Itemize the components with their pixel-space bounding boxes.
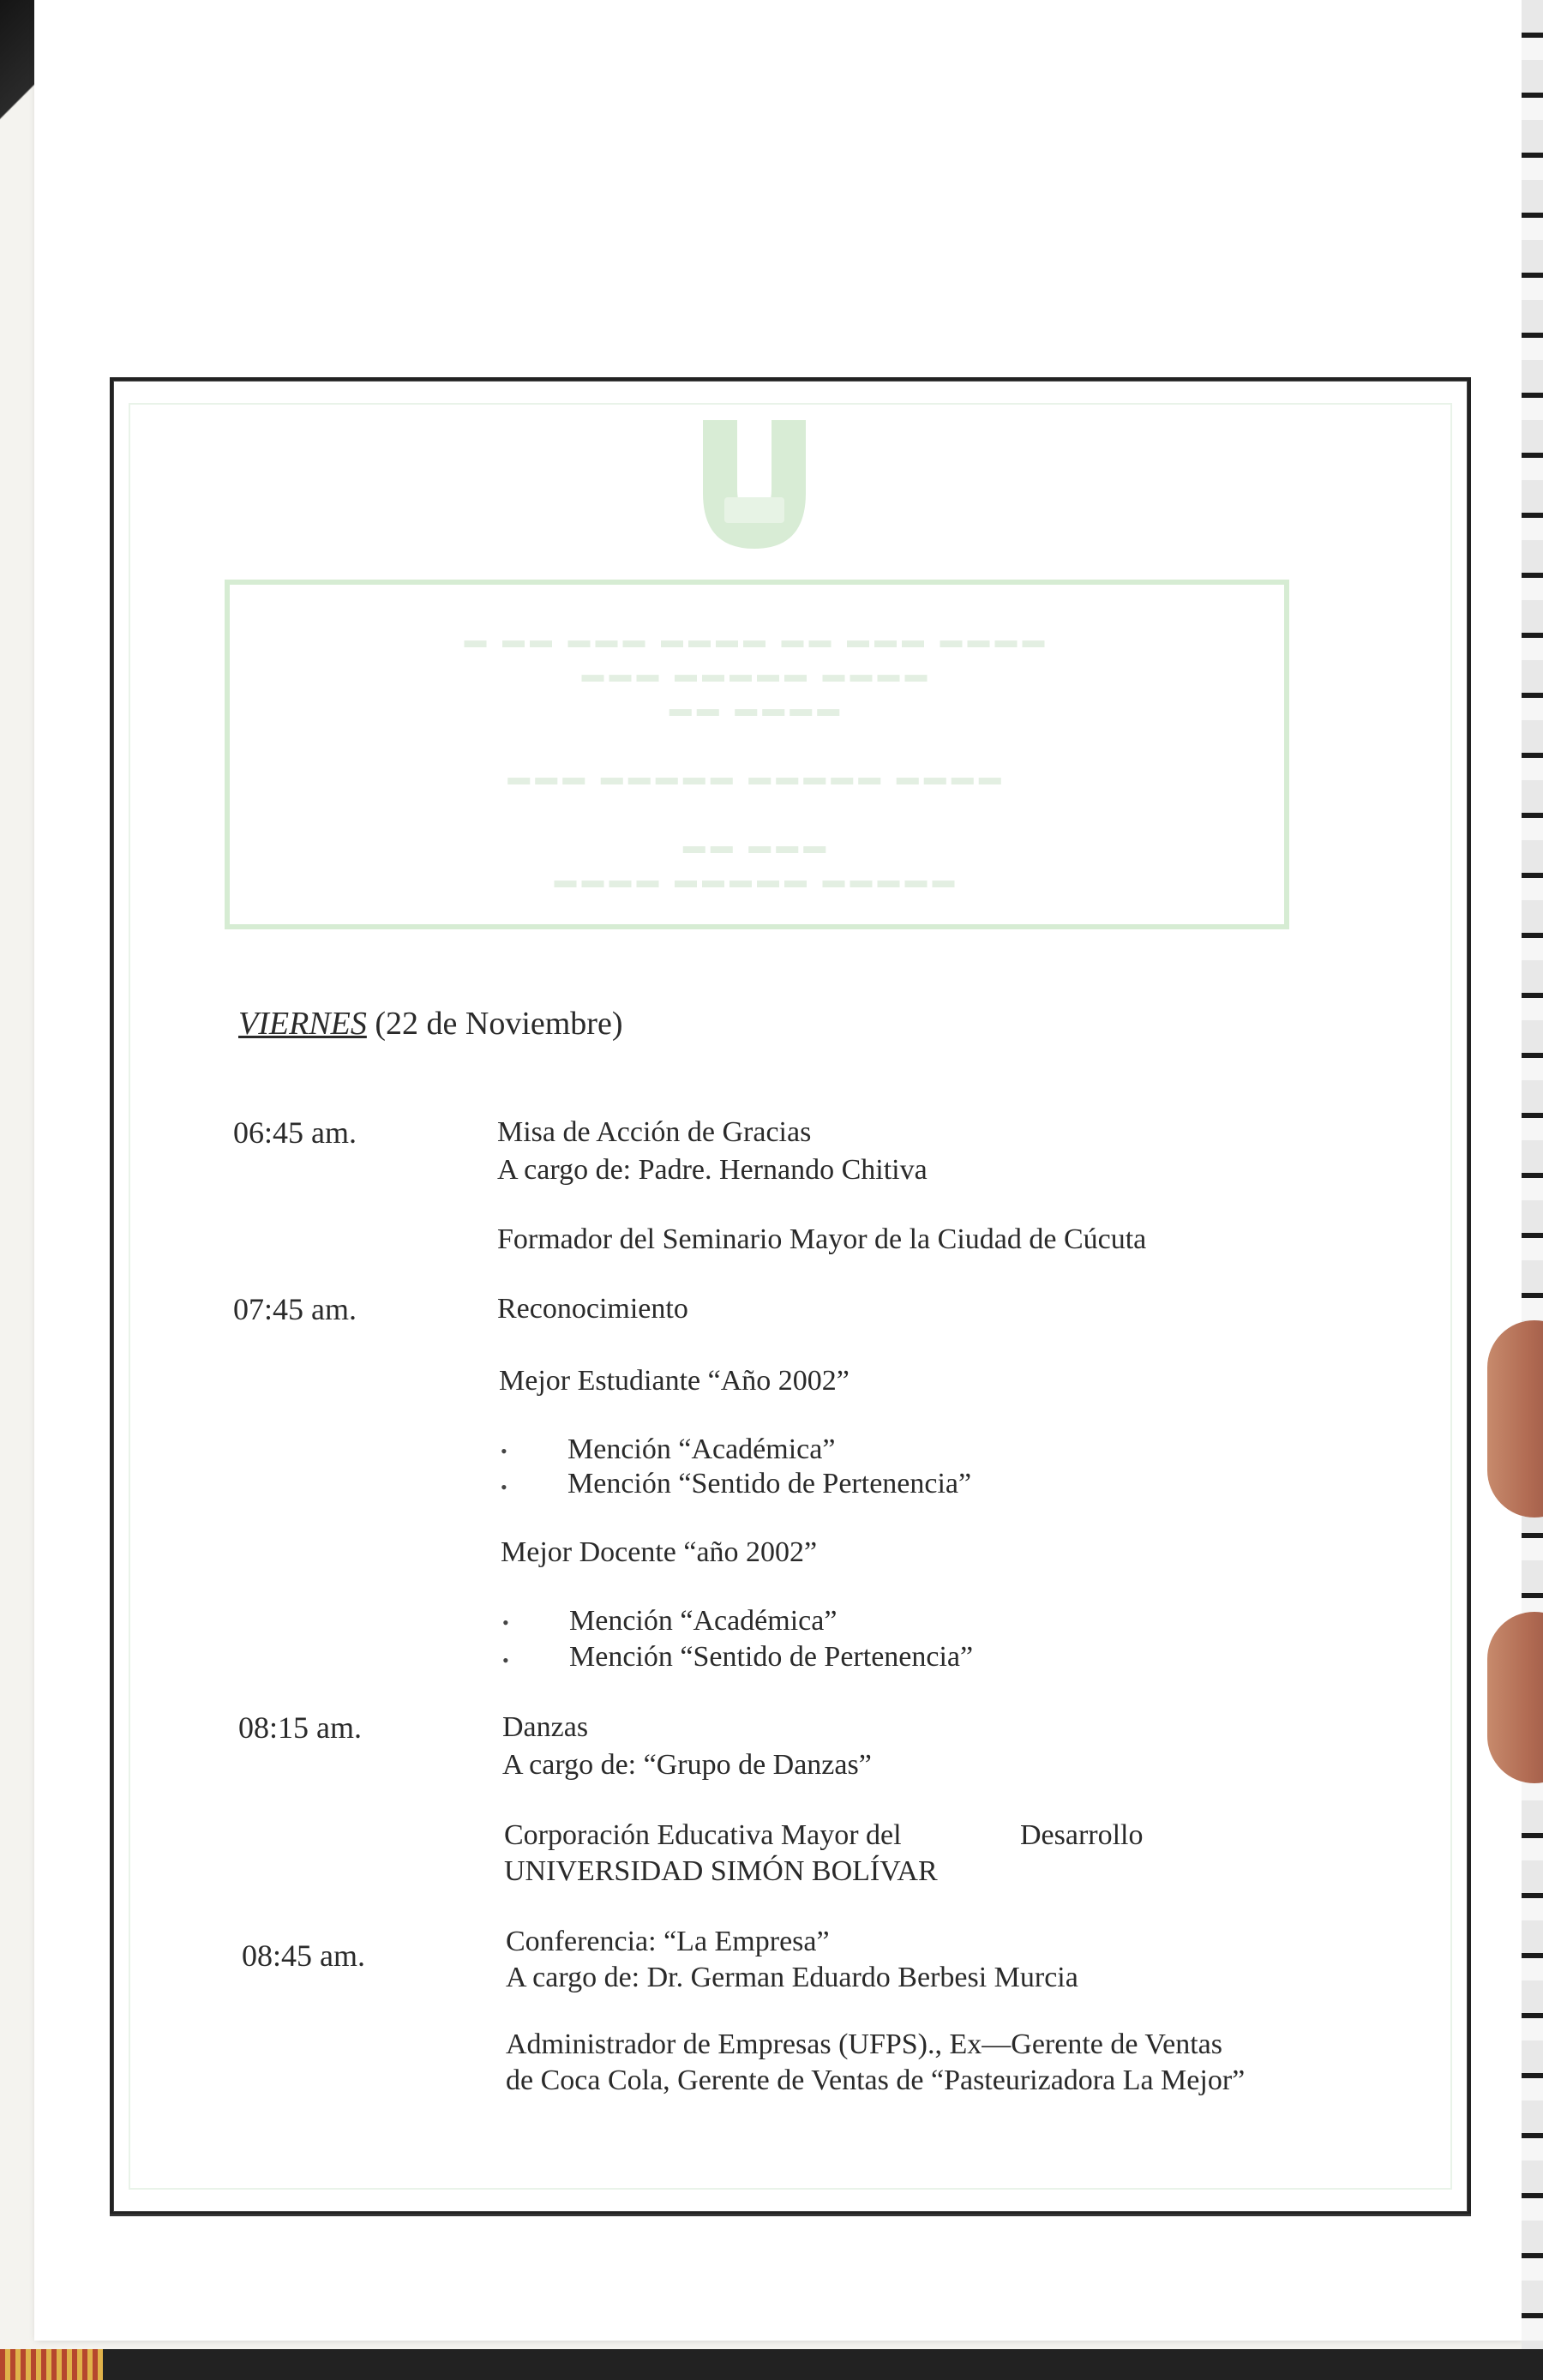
event-detail: Corporación Educativa Mayor del bbox=[504, 1819, 902, 1851]
fabric-edge bbox=[0, 2349, 103, 2380]
day-date: (22 de Noviembre) bbox=[375, 1006, 623, 1042]
event-detail: UNIVERSIDAD SIMÓN BOLÍVAR bbox=[504, 1855, 938, 1887]
event-detail: de Coca Cola, Gerente de Ventas de “Pasteurizadora La Mejor” bbox=[506, 2064, 1246, 2096]
event-title: Reconocimiento bbox=[497, 1293, 688, 1325]
award-category: Mejor Estudiante “Año 2002” bbox=[499, 1365, 850, 1397]
event-host: A cargo de: Padre. Hernando Chitiva bbox=[497, 1154, 928, 1186]
frame-shadow-bottom bbox=[110, 2214, 1471, 2216]
day-name: VIERNES bbox=[238, 1006, 367, 1042]
event-detail: Desarrollo bbox=[1020, 1819, 1144, 1851]
time-slot: 08:15 am. bbox=[238, 1710, 362, 1745]
holding-finger-upper bbox=[1487, 1320, 1543, 1518]
faded-header-text-line: ▬▬ ▬▬▬▬ bbox=[669, 696, 845, 721]
time-slot: 07:45 am. bbox=[233, 1292, 357, 1326]
event-host: A cargo de: Dr. German Eduardo Berbesi Murcia bbox=[506, 1962, 1078, 1993]
university-logo-watermark bbox=[686, 412, 823, 557]
book-page-edges bbox=[1522, 0, 1543, 2380]
event-detail: Formador del Seminario Mayor de la Ciudad de Cúcuta bbox=[497, 1223, 1147, 1255]
faded-header-text-line: ▬ ▬▬ ▬▬▬ ▬▬▬▬ ▬▬ ▬▬▬ ▬▬▬▬ bbox=[464, 628, 1050, 652]
event-host: A cargo de: “Grupo de Danzas” bbox=[502, 1749, 872, 1781]
faded-header-text-line: ▬▬▬▬ ▬▬▬▬▬ ▬▬▬▬▬ bbox=[554, 868, 960, 892]
award-mention: Mención “Académica” bbox=[567, 1433, 836, 1465]
bullet-icon: • bbox=[501, 1476, 507, 1498]
event-title: Danzas bbox=[502, 1711, 589, 1743]
award-mention: Mención “Sentido de Pertenencia” bbox=[567, 1468, 972, 1500]
faded-header-text-line: ▬▬▬ ▬▬▬▬▬ ▬▬▬▬▬ ▬▬▬▬ bbox=[507, 765, 1006, 790]
bullet-icon: • bbox=[501, 1440, 507, 1462]
faded-header-text-line: ▬▬ ▬▬▬ bbox=[682, 833, 832, 858]
holding-finger-lower bbox=[1487, 1612, 1543, 1783]
bullet-icon: • bbox=[502, 1612, 509, 1633]
table-surface bbox=[0, 2349, 1543, 2380]
event-title: Conferencia: “La Empresa” bbox=[506, 1926, 830, 1957]
time-slot: 06:45 am. bbox=[233, 1115, 357, 1150]
time-slot: 08:45 am. bbox=[242, 1938, 365, 1973]
award-mention: Mención “Académica” bbox=[569, 1605, 838, 1637]
event-title: Misa de Acción de Gracias bbox=[497, 1116, 812, 1148]
faded-header-text-line: ▬▬▬ ▬▬▬▬▬ ▬▬▬▬ bbox=[581, 662, 933, 687]
award-mention: Mención “Sentido de Pertenencia” bbox=[569, 1641, 974, 1673]
frame-shadow-right bbox=[1468, 377, 1471, 2216]
day-heading bbox=[238, 1005, 622, 1043]
award-category: Mejor Docente “año 2002” bbox=[501, 1536, 818, 1568]
event-detail: Administrador de Empresas (UFPS)., Ex—Gerente de Ventas bbox=[506, 2028, 1222, 2060]
faded-header-box bbox=[225, 580, 1289, 929]
bullet-icon: • bbox=[502, 1650, 509, 1671]
